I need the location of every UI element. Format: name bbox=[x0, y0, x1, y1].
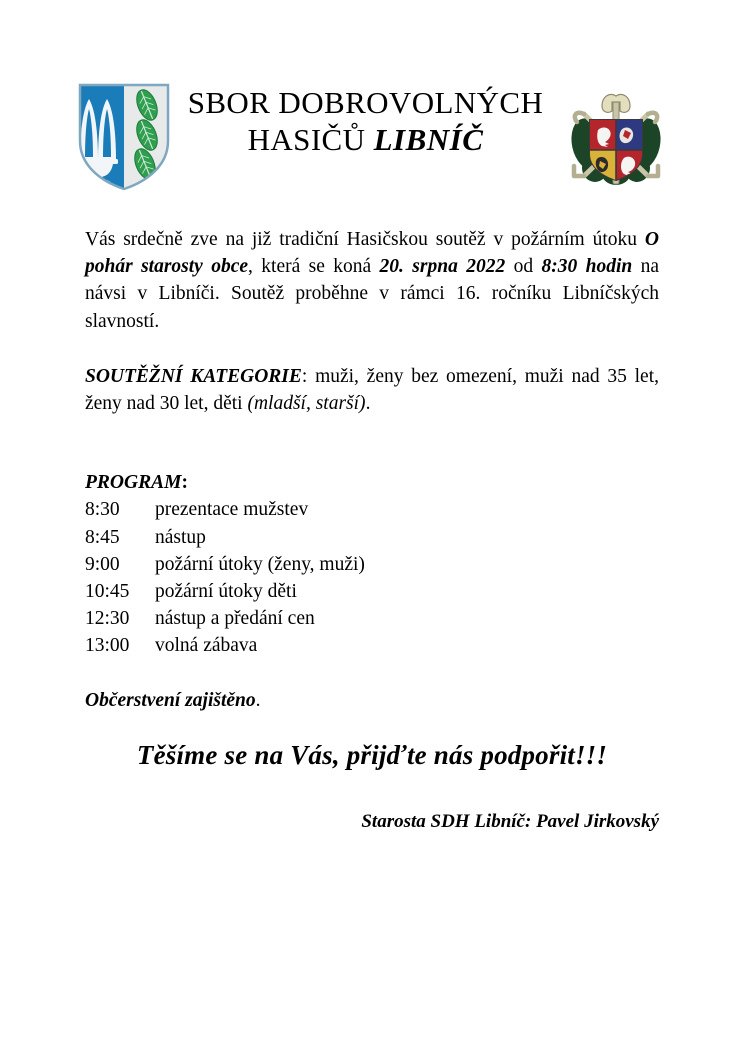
closing-call-to-action: Těšíme se na Vás, přijďte nás podpořit!!! bbox=[136, 740, 608, 770]
invitation-part-4: na návsi v Libníči. Soutěž proběhne v rámci 16. ročníku Libníčských slavností. bbox=[85, 256, 660, 332]
table-row bbox=[85, 496, 365, 523]
program-time: 10:45 bbox=[85, 581, 130, 603]
categories-period: . bbox=[365, 393, 371, 415]
spacer-before-refreshments bbox=[85, 660, 659, 687]
poster-header bbox=[0, 72, 743, 194]
poster-body bbox=[85, 226, 659, 714]
event-start-time: 8:30 hodin bbox=[541, 256, 633, 278]
table-row bbox=[85, 578, 365, 605]
spacer-before-program bbox=[85, 417, 659, 469]
program-heading-text: PROGRAM bbox=[85, 472, 182, 494]
refreshments-period: . bbox=[255, 689, 261, 711]
invitation-part-2: , která se koná bbox=[248, 256, 380, 278]
program-time: 8:30 bbox=[85, 499, 120, 521]
program-activity: požární útoky děti bbox=[155, 581, 297, 603]
title-line-one: SBOR DOBROVOLNÝCH bbox=[187, 85, 544, 120]
program-activity: nástup a předání cen bbox=[155, 608, 315, 630]
categories-list: muži, ženy bez omezení, muži nad 35 let, ženy nad 30 let, děti bbox=[85, 365, 659, 415]
categories-note: (mladší, starší) bbox=[247, 393, 366, 415]
event-date: 20. srpna 2022 bbox=[379, 256, 506, 278]
invitation-paragraph bbox=[85, 226, 659, 335]
categories-colon: : bbox=[301, 365, 316, 387]
table-row bbox=[85, 605, 365, 632]
table-row bbox=[85, 551, 365, 578]
program-activity: nástup bbox=[155, 526, 206, 548]
program-activity: prezentace mužstev bbox=[155, 499, 309, 521]
categories-heading: SOUTĚŽNÍ KATEGORIE bbox=[85, 365, 302, 387]
program-rows bbox=[85, 496, 365, 659]
refreshments-text: Občerstvení zajištěno bbox=[85, 689, 256, 711]
title-village-name: LIBNÍČ bbox=[373, 121, 484, 157]
program-activity: požární útoky (ženy, muži) bbox=[155, 553, 365, 575]
program-time: 9:00 bbox=[85, 553, 120, 575]
program-time: 13:00 bbox=[85, 635, 130, 657]
program-activity: volná zábava bbox=[155, 635, 258, 657]
program-time: 8:45 bbox=[85, 526, 120, 548]
spacer-after-invitation bbox=[85, 335, 659, 363]
program-heading bbox=[85, 469, 659, 496]
invitation-part-1: Vás srdečně zve na již tradiční Hasičskou soutěž v požárním útoku bbox=[85, 229, 645, 250]
title-line-two bbox=[170, 123, 562, 158]
refreshments-note bbox=[85, 687, 659, 714]
competition-name: O pohár starosty obce bbox=[85, 229, 659, 278]
program-heading-colon: : bbox=[181, 472, 188, 494]
invitation-part-3: od bbox=[505, 256, 542, 278]
libnic-village-coat-of-arms-icon bbox=[78, 83, 170, 191]
poster-title bbox=[170, 72, 562, 157]
program-schedule-table bbox=[85, 496, 365, 659]
categories-paragraph bbox=[85, 363, 659, 417]
program-time: 12:30 bbox=[85, 608, 130, 630]
title-line-two-prefix: HASIČŮ bbox=[247, 121, 374, 157]
table-row bbox=[85, 632, 365, 659]
czech-firefighters-emblem-icon bbox=[562, 78, 670, 190]
signature-line: Starosta SDH Libníč: Pavel Jirkovský bbox=[361, 811, 659, 832]
table-row bbox=[85, 524, 365, 551]
